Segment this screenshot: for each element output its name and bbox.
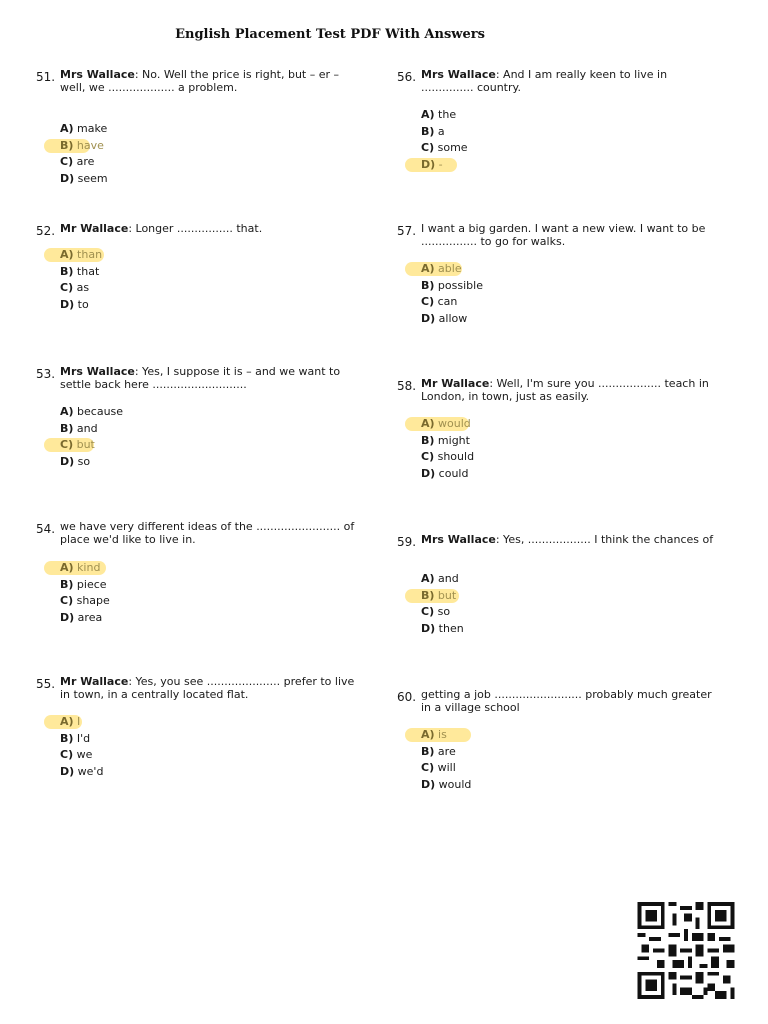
- answer-option: [421, 124, 468, 141]
- option-text: we: [73, 748, 93, 761]
- option-letter: C): [60, 594, 74, 607]
- option-letter: B): [421, 433, 435, 447]
- option-text: make: [73, 122, 108, 135]
- option-letter: C): [60, 281, 74, 294]
- answer-option: [421, 727, 471, 744]
- answer-option: [421, 140, 468, 157]
- question-number: 51.: [36, 70, 56, 84]
- option-text: as: [73, 281, 90, 294]
- option-letter: D): [421, 621, 436, 635]
- answer-option: [60, 280, 102, 297]
- option-letter: A): [60, 122, 74, 135]
- speaker-name: Mrs Wallace: [421, 68, 496, 81]
- option-letter: A): [421, 108, 435, 121]
- question-text: : Well, I'm sure you .................. teach in London, in town, just as easily.: [421, 377, 709, 403]
- option-text: can: [434, 295, 458, 308]
- option-text: have: [73, 138, 104, 152]
- answer-options: [421, 261, 483, 327]
- option-text: kind: [73, 561, 101, 574]
- option-letter: C): [421, 605, 435, 618]
- answer-option: [60, 747, 103, 764]
- answer-option: [60, 437, 123, 454]
- option-text: should: [434, 450, 475, 463]
- answer-option: [421, 604, 464, 621]
- question-number: 58.: [397, 379, 417, 393]
- option-letter: A): [60, 248, 74, 261]
- question-stem: [60, 675, 360, 701]
- option-letter: D): [60, 610, 75, 624]
- answer-option: [421, 588, 464, 605]
- option-text: a: [434, 124, 445, 138]
- option-letter: C): [421, 141, 435, 154]
- answer-option: [421, 278, 483, 295]
- option-letter: A): [421, 262, 435, 275]
- question-text: : Yes, .................. I think the chances of: [495, 533, 714, 546]
- question-text: we have very different ideas of the ........................ of place we'd like to live in.: [60, 520, 355, 546]
- option-text: but: [434, 588, 457, 602]
- option-text: I'd: [73, 731, 91, 745]
- answer-option: [60, 404, 123, 421]
- option-text: are: [434, 744, 456, 758]
- question-number: 60.: [397, 690, 417, 704]
- option-letter: C): [421, 450, 435, 463]
- option-text: able: [434, 262, 462, 275]
- answer-option: [421, 157, 468, 174]
- answer-options: [60, 247, 102, 313]
- answer-option: [60, 421, 123, 438]
- option-letter: A): [421, 728, 435, 741]
- option-text: than: [73, 248, 103, 261]
- answer-options: [60, 404, 123, 470]
- answer-option: [421, 294, 483, 311]
- option-letter: B): [421, 278, 435, 292]
- answer-option: [60, 171, 108, 188]
- option-letter: A): [421, 417, 435, 430]
- question-text: : Yes, you see ..................... prefer to live in town, in a centrally located flat.: [60, 675, 355, 701]
- answer-option: [60, 731, 103, 748]
- option-letter: A): [60, 715, 74, 728]
- question-text: : Yes, I suppose it is – and we want to settle back here ...........................: [60, 365, 341, 391]
- question-text: getting a job ......................... probably much greater in a village school: [421, 688, 712, 714]
- option-text: piece: [73, 577, 107, 591]
- question-number: 53.: [36, 367, 56, 381]
- option-text: area: [74, 610, 103, 624]
- option-text: shape: [73, 594, 110, 607]
- answer-option: [60, 247, 102, 264]
- option-text: would: [435, 777, 472, 791]
- answer-option: [421, 621, 464, 638]
- option-letter: D): [60, 454, 75, 468]
- answer-option: [421, 466, 474, 483]
- option-text: will: [434, 761, 456, 774]
- option-letter: D): [60, 297, 75, 311]
- answer-option: [60, 714, 103, 731]
- option-letter: D): [60, 764, 75, 778]
- answer-option: [421, 744, 471, 761]
- option-letter: C): [60, 155, 74, 168]
- option-text: is: [434, 728, 447, 741]
- option-text: would: [434, 417, 471, 430]
- question-text: I want a big garden. I want a new view. I want to be ................ to go for walks.: [421, 222, 706, 248]
- question-stem: [421, 377, 721, 403]
- option-text: because: [73, 405, 124, 418]
- option-letter: B): [421, 588, 435, 602]
- option-text: I: [73, 715, 81, 728]
- question-number: 59.: [397, 535, 417, 549]
- answer-option: [60, 121, 108, 138]
- question-number: 52.: [36, 224, 56, 238]
- answer-option: [60, 138, 108, 155]
- option-letter: B): [421, 124, 435, 138]
- option-letter: B): [60, 138, 74, 152]
- answer-option: [60, 454, 123, 471]
- question-number: 57.: [397, 224, 417, 238]
- question-stem: [421, 688, 721, 714]
- answer-options: [421, 727, 471, 793]
- answer-options: [60, 560, 110, 626]
- option-text: and: [434, 572, 459, 585]
- answer-options: [60, 714, 103, 780]
- question-stem: [60, 222, 360, 235]
- answer-option: [60, 297, 102, 314]
- answer-option: [60, 610, 110, 627]
- page-title: English Placement Test PDF With Answers: [175, 27, 485, 42]
- speaker-name: Mr Wallace: [60, 222, 129, 235]
- answer-option: [60, 764, 103, 781]
- qr-code-icon: [634, 902, 738, 999]
- option-letter: D): [421, 311, 436, 325]
- answer-option: [421, 311, 483, 328]
- question-text: : No. Well the price is right, but – er – well, we ................... a problem.: [60, 68, 340, 94]
- answer-option: [60, 560, 110, 577]
- option-text: are: [73, 155, 95, 168]
- option-text: could: [435, 466, 469, 480]
- option-letter: B): [60, 421, 74, 435]
- answer-options: [421, 416, 474, 482]
- answer-option: [421, 107, 468, 124]
- answer-options: [421, 107, 468, 173]
- answer-option: [421, 449, 474, 466]
- option-text: then: [435, 621, 464, 635]
- speaker-name: Mr Wallace: [421, 377, 490, 390]
- answer-option: [421, 433, 474, 450]
- speaker-name: Mr Wallace: [60, 675, 129, 688]
- speaker-name: Mrs Wallace: [60, 365, 135, 378]
- option-letter: D): [421, 157, 436, 171]
- option-letter: C): [421, 295, 435, 308]
- answer-option: [60, 264, 102, 281]
- option-letter: B): [60, 264, 74, 278]
- answer-option: [421, 760, 471, 777]
- option-letter: A): [421, 572, 435, 585]
- answer-option: [421, 261, 483, 278]
- answer-options: [60, 121, 108, 187]
- question-stem: [60, 68, 360, 94]
- question-stem: [60, 520, 360, 546]
- answer-option: [421, 777, 471, 794]
- question-number: 56.: [397, 70, 417, 84]
- question-stem: [421, 68, 721, 94]
- question-number: 54.: [36, 522, 56, 536]
- answer-options: [421, 571, 464, 637]
- option-letter: D): [421, 466, 436, 480]
- option-letter: C): [60, 438, 74, 451]
- option-text: possible: [434, 278, 483, 292]
- option-text: to: [74, 297, 89, 311]
- question-text: : Longer ................ that.: [128, 222, 263, 235]
- option-text: and: [73, 421, 98, 435]
- answer-option: [421, 416, 474, 433]
- option-text: the: [434, 108, 457, 121]
- option-text: so: [434, 605, 451, 618]
- question-stem: [421, 222, 721, 248]
- question-number: 55.: [36, 677, 56, 691]
- option-text: some: [434, 141, 468, 154]
- option-letter: D): [421, 777, 436, 791]
- option-text: seem: [74, 171, 108, 185]
- option-text: -: [435, 157, 443, 171]
- option-letter: C): [421, 761, 435, 774]
- option-letter: D): [60, 171, 75, 185]
- question-stem: [60, 365, 360, 391]
- answer-option: [421, 571, 464, 588]
- answer-option: [60, 593, 110, 610]
- answer-option: [60, 154, 108, 171]
- answer-option: [60, 577, 110, 594]
- option-letter: A): [60, 561, 74, 574]
- option-letter: B): [60, 731, 74, 745]
- option-text: so: [74, 454, 91, 468]
- question-stem: [421, 533, 721, 546]
- speaker-name: Mrs Wallace: [60, 68, 135, 81]
- option-letter: B): [421, 744, 435, 758]
- option-text: might: [434, 433, 470, 447]
- option-text: but: [73, 438, 95, 451]
- option-text: that: [73, 264, 100, 278]
- option-text: allow: [435, 311, 468, 325]
- option-letter: A): [60, 405, 74, 418]
- option-letter: C): [60, 748, 74, 761]
- speaker-name: Mrs Wallace: [421, 533, 496, 546]
- option-letter: B): [60, 577, 74, 591]
- question-text: : And I am really keen to live in ............... country.: [421, 68, 668, 94]
- option-text: we'd: [74, 764, 104, 778]
